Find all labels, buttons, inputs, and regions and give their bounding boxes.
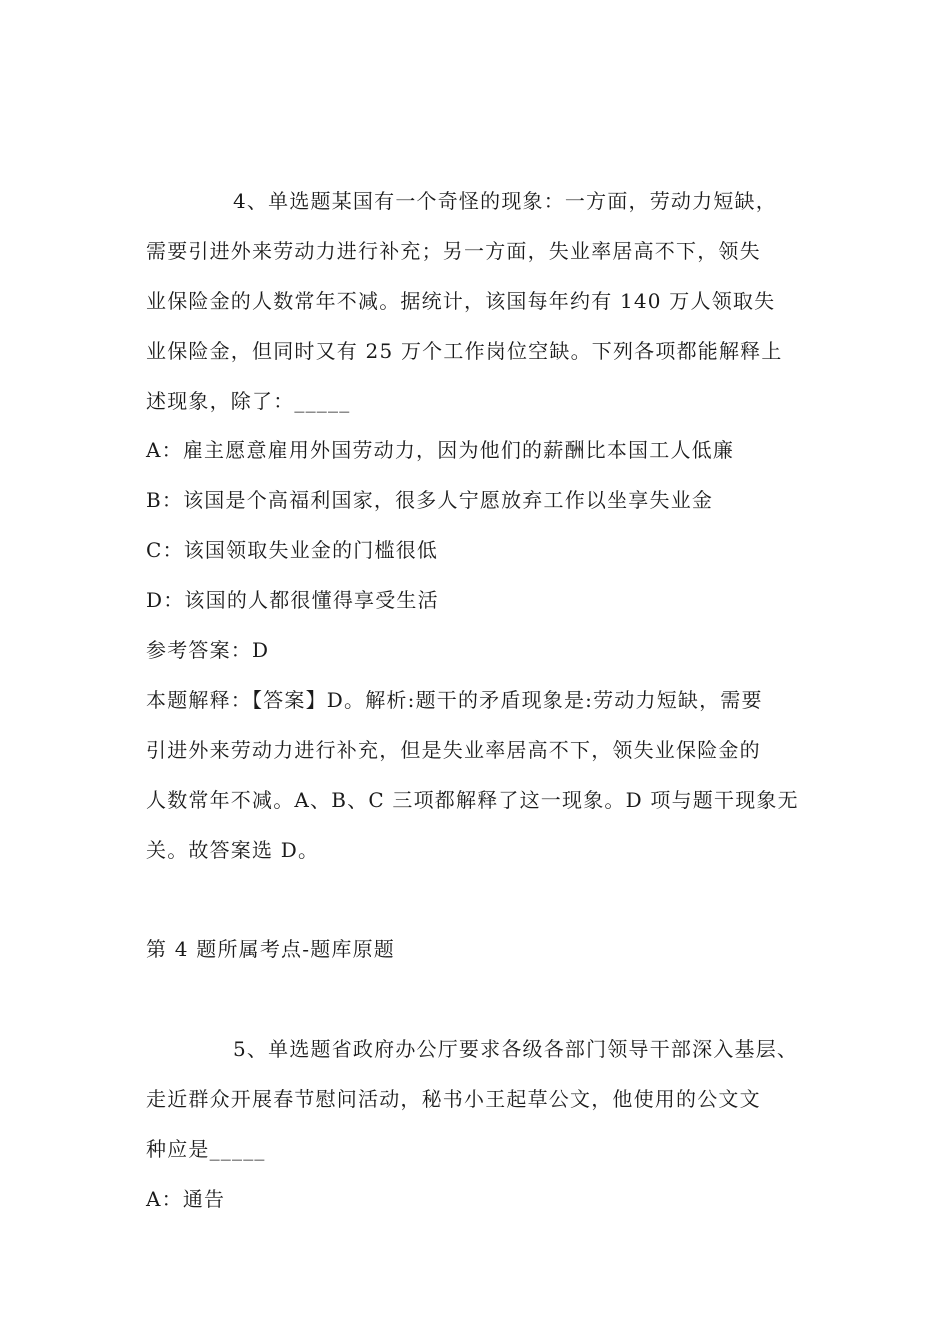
q5-stem-line-2: 走近群众开展春节慰问活动，秘书小王起草公文，他使用的公文文: [146, 1087, 761, 1111]
q4-option-c: C：该国领取失业金的门槛很低: [146, 538, 439, 562]
q4-option-a: A：雇主愿意雇用外国劳动力，因为他们的薪酬比本国工人低廉: [146, 438, 735, 462]
q4-option-d: D：该国的人都很懂得享受生活: [146, 588, 439, 612]
q4-stem-line-5: 述现象，除了：_____: [146, 389, 351, 413]
q5-option-a: A：通告: [146, 1187, 226, 1211]
q4-option-b: B：该国是个高福利国家，很多人宁愿放弃工作以坐享失业金: [146, 488, 714, 512]
q4-explanation-line-1: 本题解释：【答案】D。解析:题干的矛盾现象是:劳动力短缺，需要: [146, 688, 763, 712]
q4-stem-line-1: 4、单选题某国有一个奇怪的现象：一方面，劳动力短缺，: [233, 189, 777, 213]
q4-stem-line-3: 业保险金的人数常年不减。据统计，该国每年约有 140 万人领取失: [146, 289, 776, 313]
q4-explanation-line-2: 引进外来劳动力进行补充，但是失业率居高不下，领失业保险金的: [146, 738, 761, 762]
q4-stem-line-4: 业保险金，但同时又有 25 万个工作岗位空缺。下列各项都能解释上: [146, 339, 783, 363]
q5-stem-line-3: 种应是_____: [146, 1137, 266, 1161]
q5-stem-line-1: 5、单选题省政府办公厅要求各级各部门领导干部深入基层、: [233, 1037, 799, 1061]
q4-answer: 参考答案：D: [146, 638, 270, 662]
q4-category: 第 4 题所属考点-题库原题: [146, 937, 395, 961]
q4-stem-line-2: 需要引进外来劳动力进行补充；另一方面，失业率居高不下，领失: [146, 239, 761, 263]
q4-explanation-line-4: 关。故答案选 D。: [146, 838, 320, 862]
q4-explanation-line-3: 人数常年不减。A、B、C 三项都解释了这一现象。D 项与题干现象无: [146, 788, 799, 812]
